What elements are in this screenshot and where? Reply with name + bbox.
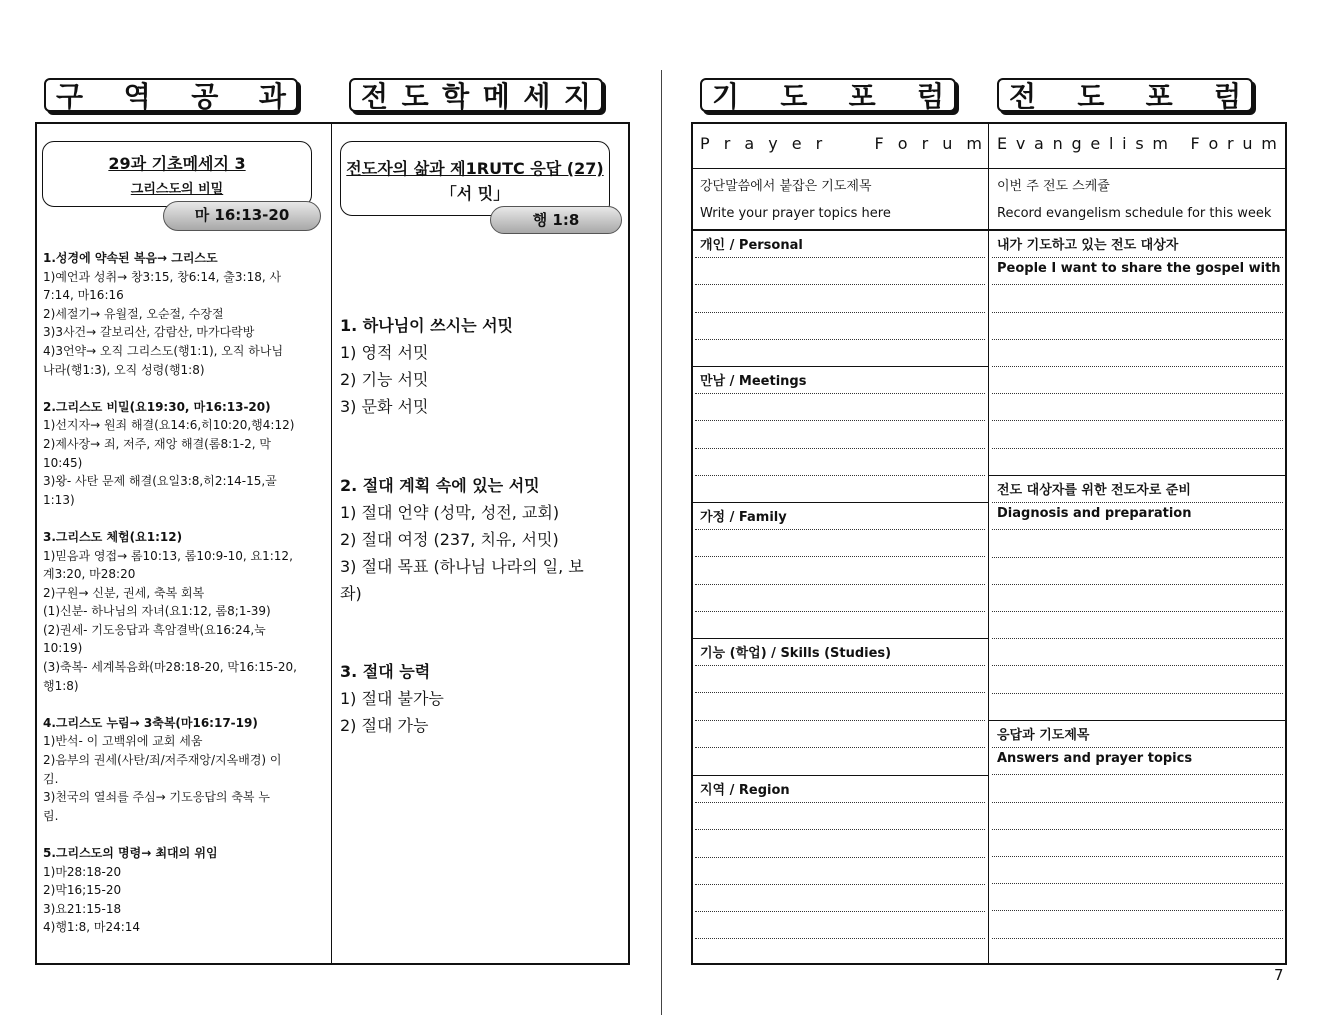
writing-line xyxy=(992,693,1283,694)
forum-title-glyph: r xyxy=(921,134,929,153)
title-row-line xyxy=(692,168,1286,169)
message-line: 3) 문화 서밋 xyxy=(340,397,429,416)
lesson-line: 1)믿음과 영접→ 롬10:13, 롬10:9-10, 요1:12, xyxy=(43,548,293,563)
forum-title-glyph: m xyxy=(1261,134,1277,153)
writing-line xyxy=(992,910,1283,911)
message-subtitle: 「서 밋」 xyxy=(440,184,510,203)
page-divider xyxy=(661,70,662,1015)
evan-section-label-en: People I want to share the gospel with xyxy=(997,261,1281,276)
message-heading: 1. 하나님이 쓰시는 서밋 xyxy=(340,316,514,335)
header-glyph: 공 xyxy=(191,80,219,113)
writing-line xyxy=(695,720,985,721)
header-message xyxy=(349,78,603,112)
section-divider xyxy=(692,775,988,776)
writing-line xyxy=(695,857,985,858)
message-title: 전도자의 삶과 제1RUTC 응답 (27) xyxy=(346,159,604,178)
section-divider xyxy=(692,366,988,367)
writing-line xyxy=(992,339,1283,340)
header-glyph: 학 xyxy=(442,80,470,113)
prayer-section-label: 지역 / Region xyxy=(700,783,790,798)
prayer-section-label: 가정 / Family xyxy=(700,510,787,525)
lesson-line xyxy=(43,509,325,528)
writing-line xyxy=(695,665,985,666)
writing-line xyxy=(695,257,985,258)
writing-line xyxy=(992,284,1283,285)
forum-title-glyph: F xyxy=(874,134,884,153)
message-line: 좌) xyxy=(340,584,362,603)
writing-line xyxy=(695,747,985,748)
lesson-heading: 5.그리스도의 명령→ 최대의 위임 xyxy=(43,846,218,860)
writing-line xyxy=(695,529,985,530)
forum-title-glyph: F xyxy=(1190,134,1200,153)
prayer-sub2: Write your prayer topics here xyxy=(700,206,891,221)
writing-line xyxy=(695,420,985,421)
forum-title-glyph: o xyxy=(1208,134,1219,153)
message-title-box xyxy=(340,141,610,216)
prayer-forum-title xyxy=(700,134,982,153)
lesson-line: 4)3언약→ 오직 그리스도(행1:1), 오직 하나님 xyxy=(43,343,284,358)
lesson-line xyxy=(43,695,325,714)
header-glyph: 지 xyxy=(563,80,591,113)
writing-line xyxy=(695,312,985,313)
writing-line xyxy=(695,938,985,939)
evan-section-label: 내가 기도하고 있는 전도 대상자 xyxy=(997,238,1179,253)
writing-line xyxy=(695,884,985,885)
lesson-line: 3)3사건→ 갈보리산, 감람산, 마가다락방 xyxy=(43,325,255,340)
message-heading: 2. 절대 계획 속에 있는 서밋 xyxy=(340,476,540,495)
forum-title-glyph: l xyxy=(1108,134,1114,153)
writing-line xyxy=(695,829,985,830)
forum-title-glyph: r xyxy=(723,134,731,153)
lesson-line: 나라(행1:3), 오직 성령(행1:8) xyxy=(43,362,205,377)
writing-line xyxy=(992,611,1283,612)
evan-section-label: 응답과 기도제목 xyxy=(997,728,1090,743)
evan-sub1: 이번 주 전도 스케쥴 xyxy=(997,179,1110,194)
prayer-section-label: 만남 / Meetings xyxy=(700,374,807,389)
forum-title-glyph: P xyxy=(700,134,710,153)
lesson-line: 1)반석- 이 고백위에 교회 세움 xyxy=(43,734,203,749)
lesson-line: 3)천국의 열쇠를 주심→ 기도응답의 축복 누 xyxy=(43,790,270,805)
lesson-verse: 마 16:13-20 xyxy=(194,206,290,224)
writing-line xyxy=(992,557,1283,558)
lesson-line: 2)막16;15-20 xyxy=(43,883,122,898)
writing-line xyxy=(992,747,1283,748)
forum-title-glyph: v xyxy=(1015,134,1026,153)
forum-title-glyph: g xyxy=(1071,134,1082,153)
lesson-content xyxy=(43,249,325,937)
writing-line xyxy=(695,802,985,803)
lesson-line: (2)권세- 기도응답과 흑암결박(요16:24,눅 xyxy=(43,622,266,637)
writing-line xyxy=(992,366,1283,367)
section-divider xyxy=(692,638,988,639)
header-glyph: 포 xyxy=(848,80,876,113)
header-glyph: 럼 xyxy=(916,80,944,113)
lesson-line xyxy=(43,379,325,398)
prayer-section-label: 기능 (학업) / Skills (Studies) xyxy=(700,646,892,661)
forum-title-glyph: y xyxy=(768,134,778,153)
lesson-heading: 2.그리스도 비밀(요19:30, 마16:13-20) xyxy=(43,399,271,414)
lesson-line: 김. xyxy=(43,771,59,786)
writing-line xyxy=(695,475,985,476)
lesson-line: 계3:20, 마28:20 xyxy=(43,567,136,582)
writing-line xyxy=(992,883,1283,884)
forum-title-glyph: e xyxy=(1090,134,1101,153)
message-section-3 xyxy=(340,658,622,739)
forum-title-glyph: a xyxy=(1034,134,1044,153)
lesson-line xyxy=(43,825,325,844)
writing-line xyxy=(695,556,985,557)
writing-line xyxy=(992,584,1283,585)
writing-line xyxy=(992,774,1283,775)
writing-line xyxy=(695,284,985,285)
lesson-line: 3)왕- 사탄 문제 해결(요일3:8,히2:14-15,골 xyxy=(43,474,277,489)
writing-line xyxy=(695,339,985,340)
header-evangelism-forum xyxy=(997,78,1253,112)
evangelism-forum-title xyxy=(997,134,1277,153)
message-line: 2) 절대 여정 (237, 치유, 서밋) xyxy=(340,530,559,549)
header-glyph: 역 xyxy=(123,80,151,113)
writing-line xyxy=(992,665,1283,666)
prayer-sub1: 강단말씀에서 붙잡은 기도제목 xyxy=(700,179,872,194)
forum-title-glyph xyxy=(855,134,860,153)
message-line: 2) 기능 서밋 xyxy=(340,370,429,389)
writing-line xyxy=(992,502,1283,503)
message-line: 2) 절대 가능 xyxy=(340,716,429,735)
lesson-line: 2)구원→ 신분, 권세, 축복 회복 xyxy=(43,585,205,600)
writing-line xyxy=(992,257,1283,258)
lesson-line: 림. xyxy=(43,808,59,823)
forum-title-glyph: m xyxy=(1152,134,1168,153)
header-glyph: 도 xyxy=(401,80,429,113)
section-divider xyxy=(989,475,1286,476)
forum-title-glyph: e xyxy=(791,134,802,153)
writing-line xyxy=(992,393,1283,394)
forum-title-glyph: a xyxy=(744,134,755,153)
lesson-line: 10:45) xyxy=(43,455,83,470)
lesson-line: (1)신분- 하나님의 자녀(요1:12, 롬8;1-39) xyxy=(43,604,271,619)
header-glyph: 도 xyxy=(1077,80,1105,113)
writing-line xyxy=(695,448,985,449)
header-glyph: 도 xyxy=(780,80,808,113)
lesson-verse-badge xyxy=(163,201,321,231)
forum-title-glyph: u xyxy=(1242,134,1253,153)
lesson-title-box xyxy=(42,141,312,207)
writing-line xyxy=(992,312,1283,313)
forum-title-glyph: n xyxy=(1052,134,1063,153)
forum-title-glyph xyxy=(836,134,841,153)
message-line: 1) 영적 서밋 xyxy=(340,343,429,362)
section-divider xyxy=(692,502,988,503)
message-section-2 xyxy=(340,472,622,607)
left-column-divider xyxy=(331,123,332,964)
forum-title-glyph: m xyxy=(966,134,982,153)
header-glyph: 전 xyxy=(1009,80,1037,113)
header-lesson xyxy=(44,78,298,112)
lesson-heading: 3.그리스도 체험(요1:12) xyxy=(43,529,183,544)
lesson-line: 1:13) xyxy=(43,492,75,507)
writing-line xyxy=(695,911,985,912)
lesson-line: 2)제사장→ 죄, 저주, 재앙 해결(롬8:1-2, 막 xyxy=(43,436,271,451)
lesson-line: 10:19) xyxy=(43,641,83,656)
header-glyph: 구 xyxy=(56,80,84,113)
message-line: 1) 절대 언약 (성막, 성전, 교회) xyxy=(340,503,560,522)
writing-line xyxy=(992,802,1283,803)
forum-title-glyph: s xyxy=(1135,134,1144,153)
header-glyph: 전 xyxy=(361,80,389,113)
message-section-1 xyxy=(340,312,622,420)
page-number: 7 xyxy=(1274,966,1284,984)
lesson-line: 1)선지자→ 원죄 해결(요14:6,히10:20,행4:12) xyxy=(43,418,295,433)
lesson-title: 29과 기초메세지 3 xyxy=(108,154,246,173)
writing-line xyxy=(695,692,985,693)
lesson-line: 1)마28:18-20 xyxy=(43,864,122,879)
right-column-divider xyxy=(988,123,989,964)
writing-line xyxy=(992,529,1283,530)
lesson-line: 2)세절기→ 유월절, 오순절, 수장절 xyxy=(43,306,224,321)
header-glyph: 기 xyxy=(712,80,740,113)
writing-line xyxy=(695,584,985,585)
lesson-heading: 1.성경에 약속된 복음→ 그리스도 xyxy=(43,251,218,265)
forum-title-glyph xyxy=(1177,134,1182,153)
message-line: 1) 절대 불가능 xyxy=(340,689,444,708)
lesson-line: 2)음부의 권세(사탄/죄/저주재앙/지옥배경) 이 xyxy=(43,753,282,768)
writing-line xyxy=(992,420,1283,421)
forum-title-glyph: E xyxy=(997,134,1008,153)
lesson-line: 7:14, 마16:16 xyxy=(43,288,124,303)
lesson-subtitle: 그리스도의 비밀 xyxy=(130,182,224,197)
message-verse-badge xyxy=(490,206,622,234)
writing-line xyxy=(695,393,985,394)
header-glyph: 럼 xyxy=(1213,80,1241,113)
header-glyph: 포 xyxy=(1145,80,1173,113)
lesson-line: (3)축복- 세계복음화(마28:18-20, 막16:15-20, xyxy=(43,660,297,675)
writing-line xyxy=(695,611,985,612)
forum-title-glyph: u xyxy=(942,134,953,153)
section-divider xyxy=(989,720,1286,721)
writing-line xyxy=(992,938,1283,939)
header-glyph: 과 xyxy=(258,80,286,113)
lesson-heading: 4.그리스도 누림→ 3축복(마16:17-19) xyxy=(43,715,258,730)
forum-title-glyph: o xyxy=(897,134,908,153)
lesson-line: 4)행1:8, 마24:14 xyxy=(43,920,141,935)
message-verse: 행 1:8 xyxy=(532,211,580,229)
header-prayer-forum xyxy=(700,78,956,112)
evan-section-label-en: Answers and prayer topics xyxy=(997,751,1193,766)
lesson-line: 1)예언과 성취→ 창3:15, 창6:14, 출3:18, 사 xyxy=(43,269,282,284)
writing-line xyxy=(992,856,1283,857)
evan-sub2: Record evangelism schedule for this week xyxy=(997,206,1272,221)
forum-title-glyph: r xyxy=(1227,134,1234,153)
header-glyph: 메 xyxy=(482,80,510,113)
forum-title-glyph: i xyxy=(1122,134,1127,153)
message-line: 3) 절대 목표 (하나님 나라의 일, 보 xyxy=(340,557,584,576)
writing-line xyxy=(992,638,1283,639)
forum-title-glyph: r xyxy=(815,134,823,153)
evan-section-label: 전도 대상자를 위한 전도자로 준비 xyxy=(997,483,1191,498)
evan-section-label-en: Diagnosis and preparation xyxy=(997,506,1192,521)
writing-line xyxy=(992,829,1283,830)
header-glyph: 세 xyxy=(523,80,551,113)
lesson-line: 3)요21:15-18 xyxy=(43,901,122,916)
writing-line xyxy=(992,448,1283,449)
message-heading: 3. 절대 능력 xyxy=(340,662,431,681)
lesson-line: 행1:8) xyxy=(43,678,79,693)
sub-row-line xyxy=(692,229,1286,231)
prayer-section-label: 개인 / Personal xyxy=(700,238,803,253)
